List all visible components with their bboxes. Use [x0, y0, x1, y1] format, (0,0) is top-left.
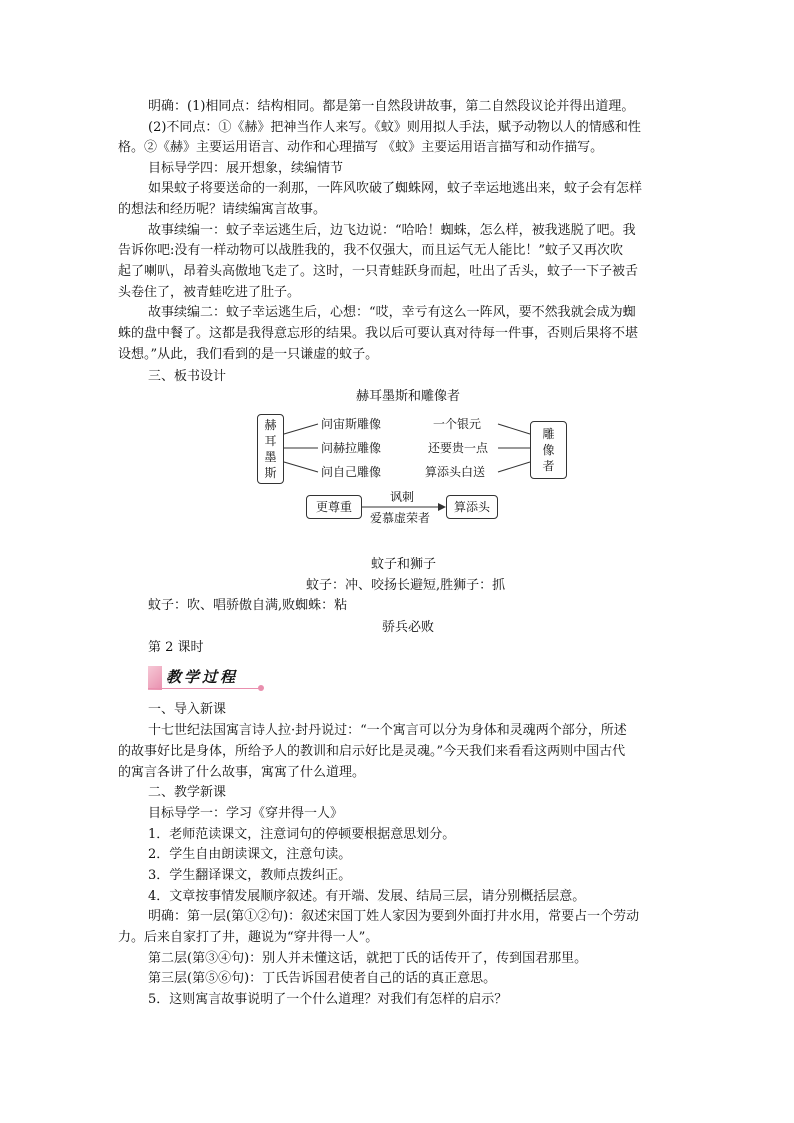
banner-accent-bar	[148, 666, 162, 690]
answer-line-2: (2)不同点：①《赫》把神当作人来写。《蚊》则用拟人手法，赋予动物以人的情感和性	[148, 120, 641, 135]
diagram-connectors	[0, 0, 794, 560]
story-continuation-1-line: 起了喇叭，昂着头高傲地飞走了。这时，一只青蛙跃身而起，吐出了舌头，蚊子一下子被舌	[118, 264, 639, 279]
section-heading-new-lesson: 二、教学新课	[148, 785, 227, 800]
board2-conclusion: 骄兵必败	[382, 620, 435, 635]
board2-line-2: 蚊子：吹、唱骄傲自满,败蜘蛛：粘	[148, 598, 348, 613]
paragraph-line: 如果蚊子将要送命的一刹那，一阵风吹破了蜘蛛网，蚊子幸运地逃出来，蚊子会有怎样	[148, 181, 643, 196]
list-item: 4．文章按事情发展顺序叙述。有开端、发展、结局三层，请分别概括层意。	[148, 889, 586, 904]
list-item: 5．这则寓言故事说明了一个什么道理？对我们有怎样的启示？	[148, 992, 508, 1007]
diagram-left-item: 问自己雕像	[321, 465, 382, 479]
story-continuation-2-line: 蛛的盘中餐了。这都是我得意忘形的结果。我以后可要认真对待每一件事，否则后果将不堪	[118, 326, 639, 341]
diagram-right-item: 一个银元	[433, 417, 482, 431]
diagram-arrow-top-label: 讽刺	[390, 490, 415, 504]
board2-line-1: 蚊子：冲、咬扬长避短,胜狮子：抓	[306, 578, 506, 593]
story-continuation-2-line: 设想。”从此，我们看到的是一只谦虚的蚊子。	[118, 347, 379, 362]
story-continuation-2-line: 故事续编二：蚊子幸运逃生后，心想：“哎，幸亏有这么一阵风，要不然我就会成为蜘	[148, 305, 636, 320]
paragraph-line: 的想法和经历呢？请续编寓言故事。	[118, 202, 327, 217]
diagram-left-box	[257, 414, 284, 484]
diagram-title: 赫耳墨斯和雕像者	[356, 389, 461, 404]
lesson-number: 第 2 课时	[148, 640, 204, 655]
diagram-right-item: 算添头白送	[425, 465, 486, 479]
paragraph-line: 第二层(第③④句)：别人并未懂这话，就把丁氏的话传开了，传到国君那里。	[148, 951, 588, 966]
answer-line-1: 明确：(1)相同点：结构相同。都是第一自然段讲故事，第二自然段议论并得出道理。	[148, 99, 635, 114]
list-item: 2．学生自由朗读课文，注意句读。	[148, 847, 352, 862]
story-continuation-1-line: 故事续编一：蚊子幸运逃生后，边飞边说：“哈哈！蜘蛛，怎么样，被我逃脱了吧。我	[148, 223, 636, 238]
board2-title: 蚊子和狮子	[371, 557, 437, 572]
list-item: 1．老师范读课文，注意词句的停顿要根据意思划分。	[148, 827, 456, 842]
section-heading-goal-4: 目标导学四：展开想象，续编情节	[148, 161, 344, 176]
story-continuation-1-line: 告诉你吧:没有一样动物可以战胜我的，我不仅强大，而且运气无人能比！”蚊子又再次吹	[118, 243, 624, 258]
banner-dot-icon	[258, 685, 264, 691]
section-heading-goal-1: 目标导学一：学习《穿井得一人》	[148, 806, 344, 821]
teaching-process-banner	[148, 666, 264, 690]
paragraph-line: 的故事好比是身体，所给予人的教训和启示好比是灵魂。”今天我们来看看这两则中国古代	[118, 744, 626, 759]
diagram-left-item: 问赫拉雕像	[321, 441, 382, 455]
story-continuation-1-line: 头卷住了，被青蛙吃进了肚子。	[118, 285, 301, 300]
paragraph-line: 十七世纪法国寓言诗人拉·封丹说过：“一个寓言可以分为身体和灵魂两个部分，所述	[148, 723, 627, 738]
paragraph-line: 力。后来自家打了井，趣说为“穿井得一人”。	[118, 930, 379, 945]
list-item: 3．学生翻译课文，教师点拨纠正。	[148, 868, 352, 883]
diagram-bottom-left-box: 更尊重	[306, 495, 362, 519]
paragraph-line: 明确：第一层(第①②句)：叙述宋国丁姓人家因为要到外面打井水用，常要占一个劳动	[148, 909, 640, 924]
section-heading-intro: 一、导入新课	[148, 702, 227, 717]
diagram-arrow-bottom-label: 爱慕虚荣者	[370, 511, 431, 525]
banner-underline	[148, 688, 260, 689]
section-heading-board-design: 三、板书设计	[148, 369, 227, 384]
diagram-left-box-label: 赫耳墨斯	[264, 418, 277, 480]
paragraph-line: 的寓言各讲了什么故事，寓寓了什么道理。	[118, 765, 366, 780]
diagram-bottom-right-box: 算添头	[446, 495, 498, 519]
diagram-right-box-label: 雕像者	[542, 427, 555, 473]
banner-title: 教学过程	[166, 668, 239, 686]
answer-line-3: 格。②《赫》主要运用语言、动作和心理描写 《蚊》主要运用语言描写和动作描写。	[118, 140, 604, 155]
diagram-right-item: 还要贵一点	[428, 441, 489, 455]
diagram-left-item: 问宙斯雕像	[321, 417, 382, 431]
paragraph-line: 第三层(第⑤⑥句)：丁氏告诉国君使者自己的话的真正意思。	[148, 971, 497, 986]
diagram-right-box	[530, 421, 567, 479]
